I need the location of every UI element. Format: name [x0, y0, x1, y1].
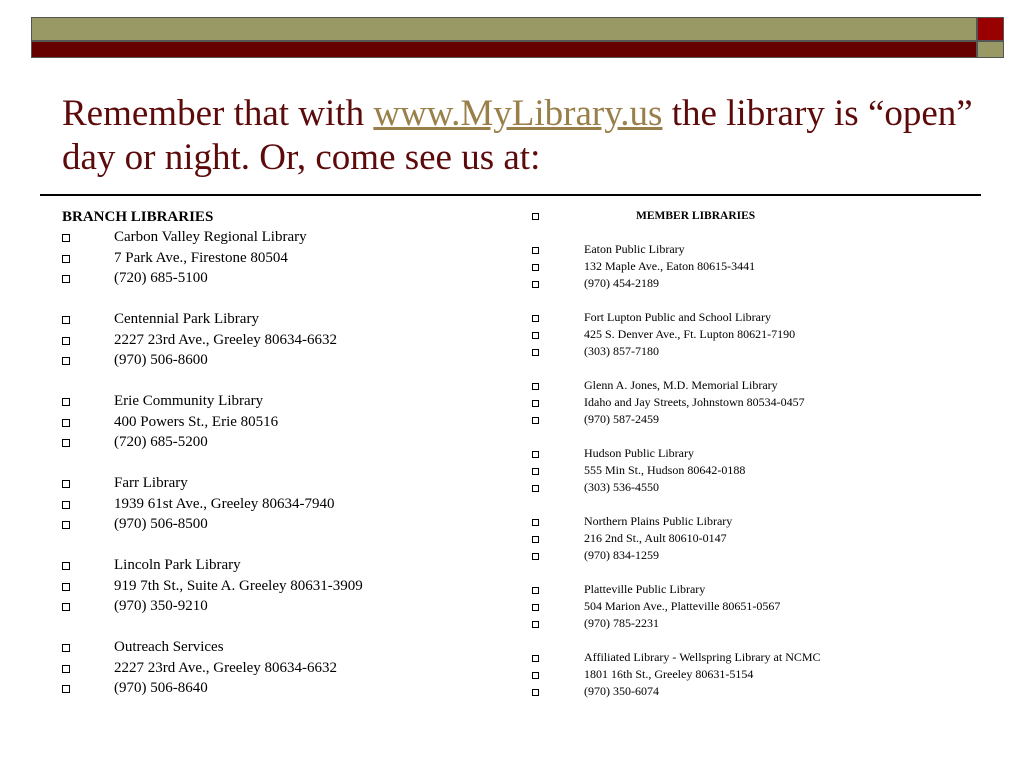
library-name: Platteville Public Library	[584, 582, 706, 596]
library-address: 400 Powers St., Erie 80516	[114, 413, 279, 430]
square-bullet-icon	[532, 213, 539, 220]
list-spacer	[532, 496, 821, 513]
library-name: Outreach Services	[114, 639, 224, 655]
list-item	[532, 649, 821, 666]
list-item	[62, 268, 363, 289]
list-item	[62, 412, 363, 433]
square-bullet-icon	[62, 644, 70, 652]
slide-title	[62, 92, 992, 180]
square-bullet-icon	[532, 264, 539, 271]
list-item	[532, 479, 821, 496]
list-item	[532, 275, 821, 292]
list-spacer	[62, 535, 363, 556]
list-item	[62, 494, 363, 515]
header-bar-top	[31, 17, 977, 41]
library-name: Hudson Public Library	[584, 446, 694, 460]
list-item	[532, 547, 821, 564]
library-phone: (970) 506-8600	[114, 352, 208, 368]
square-bullet-icon	[532, 417, 539, 424]
square-bullet-icon	[532, 247, 539, 254]
square-bullet-icon	[62, 234, 70, 242]
list-spacer	[62, 371, 363, 392]
list-item	[62, 576, 363, 597]
branch-heading: BRANCH LIBRARIES	[62, 209, 214, 225]
list-spacer	[62, 289, 363, 310]
branch-libraries-list	[62, 207, 363, 699]
title-divider	[40, 194, 981, 196]
square-bullet-icon	[532, 604, 539, 611]
library-address: 1939 61st Ave., Greeley 80634-7940	[114, 495, 335, 512]
library-phone: (303) 857-7180	[584, 344, 659, 358]
list-item	[62, 514, 363, 535]
list-item	[62, 309, 363, 330]
list-item	[532, 513, 821, 530]
library-address: 504 Marion Ave., Platteville 80651-0567	[584, 599, 781, 613]
mylibrary-link[interactable]: www.MyLibrary.us	[373, 93, 663, 134]
member-heading: MEMBER LIBRARIES	[636, 210, 756, 222]
list-item	[62, 330, 363, 351]
square-bullet-icon	[62, 521, 70, 529]
library-phone: (970) 350-9210	[114, 598, 208, 614]
square-bullet-icon	[62, 337, 70, 345]
library-phone: (970) 785-2231	[584, 616, 659, 630]
library-phone: (970) 350-6074	[584, 684, 659, 698]
list-spacer	[62, 617, 363, 638]
library-phone: (970) 506-8500	[114, 516, 208, 532]
title-post: the library is “open” day or night. Or, come see us at:	[62, 93, 973, 178]
list-item	[532, 683, 821, 700]
list-spacer	[532, 428, 821, 445]
library-phone: (303) 536-4550	[584, 480, 659, 494]
list-item	[532, 666, 821, 683]
library-address: 7 Park Ave., Firestone 80504	[114, 249, 288, 266]
library-name: Affiliated Library - Wellspring Library at NCMC	[584, 650, 821, 664]
square-bullet-icon	[532, 689, 539, 696]
list-item	[532, 241, 821, 258]
square-bullet-icon	[532, 536, 539, 543]
library-address: 2227 23rd Ave., Greeley 80634-6632	[114, 331, 338, 348]
title-pre: Remember that with	[62, 93, 374, 134]
library-name: Farr Library	[114, 475, 188, 491]
list-item	[532, 394, 821, 411]
list-item	[532, 598, 821, 615]
list-item	[532, 615, 821, 632]
list-item	[532, 377, 821, 394]
square-bullet-icon	[62, 562, 70, 570]
library-phone: (970) 506-8640	[114, 680, 208, 696]
list-spacer	[532, 360, 821, 377]
library-address: 132 Maple Ave., Eaton 80615-3441	[584, 259, 756, 273]
square-bullet-icon	[62, 398, 70, 406]
square-bullet-icon	[62, 685, 70, 693]
library-name: Northern Plains Public Library	[584, 514, 733, 528]
list-spacer	[532, 632, 821, 649]
library-name: Glenn A. Jones, M.D. Memorial Library	[584, 378, 778, 392]
square-bullet-icon	[532, 672, 539, 679]
library-name: Fort Lupton Public and School Library	[584, 310, 771, 324]
list-item	[532, 411, 821, 428]
square-bullet-icon	[62, 419, 70, 427]
square-bullet-icon	[532, 315, 539, 322]
list-spacer	[62, 453, 363, 474]
header-bar-bottom	[31, 41, 977, 58]
square-bullet-icon	[62, 439, 70, 447]
list-item	[62, 678, 363, 699]
square-bullet-icon	[62, 583, 70, 591]
list-item	[532, 462, 821, 479]
list-item	[62, 658, 363, 679]
list-item	[532, 258, 821, 275]
library-phone: (970) 587-2459	[584, 412, 659, 426]
square-bullet-icon	[62, 501, 70, 509]
square-bullet-icon	[532, 281, 539, 288]
list-item	[62, 637, 363, 658]
square-bullet-icon	[532, 587, 539, 594]
list-item	[62, 391, 363, 412]
square-bullet-icon	[532, 553, 539, 560]
square-bullet-icon	[62, 275, 70, 283]
library-address: 1801 16th St., Greeley 80631-5154	[584, 667, 754, 681]
member-heading-row	[532, 207, 821, 224]
list-item	[62, 596, 363, 617]
library-phone: (720) 685-5200	[114, 434, 208, 450]
square-bullet-icon	[62, 603, 70, 611]
library-name: Erie Community Library	[114, 393, 264, 409]
list-item	[62, 248, 363, 269]
library-name: Centennial Park Library	[114, 311, 259, 327]
library-address: 2227 23rd Ave., Greeley 80634-6632	[114, 659, 338, 676]
header-square-top	[977, 17, 1004, 41]
square-bullet-icon	[532, 383, 539, 390]
list-item	[532, 309, 821, 326]
list-item	[62, 473, 363, 494]
square-bullet-icon	[62, 255, 70, 263]
list-item	[532, 581, 821, 598]
list-spacer	[532, 564, 821, 581]
list-item	[62, 350, 363, 371]
library-address: 555 Min St., Hudson 80642-0188	[584, 463, 746, 477]
square-bullet-icon	[532, 655, 539, 662]
list-item	[62, 227, 363, 248]
library-address: Idaho and Jay Streets, Johnstown 80534-0457	[584, 395, 805, 409]
square-bullet-icon	[62, 316, 70, 324]
library-phone: (720) 685-5100	[114, 270, 208, 286]
library-name: Carbon Valley Regional Library	[114, 229, 307, 245]
list-item	[62, 555, 363, 576]
square-bullet-icon	[62, 357, 70, 365]
library-address: 216 2nd St., Ault 80610-0147	[584, 531, 727, 545]
list-item	[532, 326, 821, 343]
library-phone: (970) 454-2189	[584, 276, 659, 290]
square-bullet-icon	[532, 451, 539, 458]
library-address: 919 7th St., Suite A. Greeley 80631-3909	[114, 577, 363, 594]
square-bullet-icon	[532, 621, 539, 628]
library-name: Lincoln Park Library	[114, 557, 241, 573]
list-item	[532, 445, 821, 462]
square-bullet-icon	[62, 665, 70, 673]
square-bullet-icon	[532, 468, 539, 475]
list-spacer	[532, 292, 821, 309]
square-bullet-icon	[532, 519, 539, 526]
library-phone: (970) 834-1259	[584, 548, 659, 562]
square-bullet-icon	[532, 485, 539, 492]
library-address: 425 S. Denver Ave., Ft. Lupton 80621-7190	[584, 327, 796, 341]
library-name: Eaton Public Library	[584, 242, 685, 256]
square-bullet-icon	[532, 400, 539, 407]
list-item	[532, 343, 821, 360]
square-bullet-icon	[532, 349, 539, 356]
list-item	[62, 432, 363, 453]
square-bullet-icon	[532, 332, 539, 339]
square-bullet-icon	[62, 480, 70, 488]
member-libraries-list	[532, 207, 821, 700]
header-square-bottom	[977, 41, 1004, 58]
list-spacer	[532, 224, 821, 241]
list-item	[532, 530, 821, 547]
